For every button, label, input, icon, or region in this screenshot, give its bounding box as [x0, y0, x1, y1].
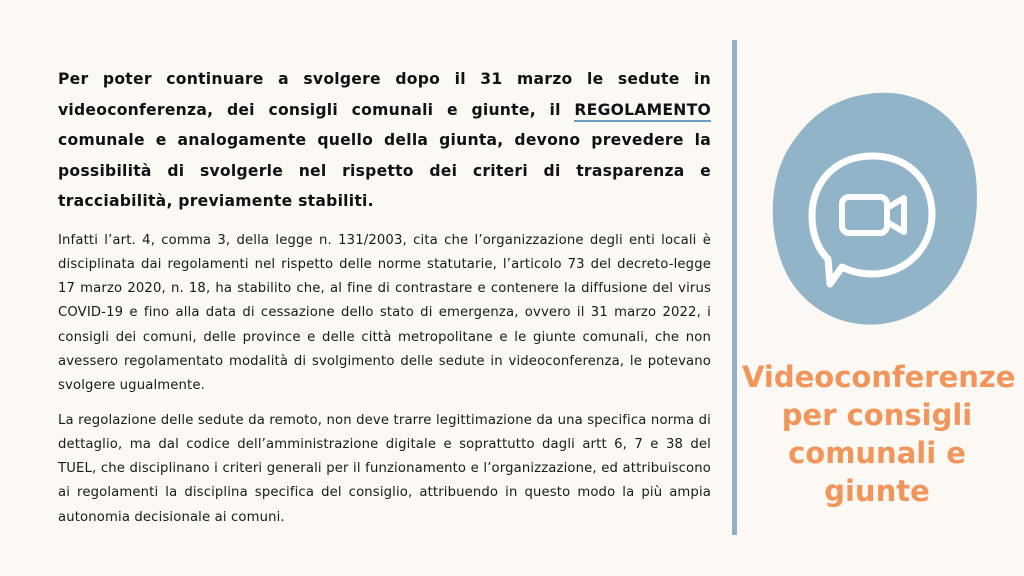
lead-paragraph — [58, 64, 711, 217]
body-paragraph-1: Infatti l’art. 4, comma 3, della legge n. 131/2003, cita che l’organizzazione degli enti locali è disciplinata dai regolamenti nel rispetto delle norme statutarie, l’articolo 73 del decreto-legge 17 marzo 2020, n. 18, ha stabilito che, al fine di contrastare e contenere la diffusione del virus COVID-19 e fino alla data di cessazione dello stato di emergenza, ovvero il 31 marzo 2022, i consigli dei comuni, delle province e delle città metropolitane e le giunte comunali, che non avessero regolamentato modalità di svolgimento delle sedute in videoconferenza, le potevano svolgere ugualmente. — [58, 232, 711, 394]
video-chat-bubble-icon — [770, 88, 980, 328]
side-title: Videoconferenze per consigli comunali e giunte — [742, 360, 1016, 508]
regolamento-highlight: REGOLAMENTO — [574, 101, 711, 122]
lead-text-before: Per poter continuare a svolgere dopo il 31 marzo le sedute in videoconferenza, dei consigli comunali e giunte, il — [58, 70, 711, 119]
body-paragraph-2: La regolazione delle sedute da remoto, non deve trarre legittimazione da una specifica norma di dettaglio, ma dal codice dell’amministrazione digitale e soprattutto dagli artt 6, 7 e 38 del TUEL, che disciplinano i criteri generali per il funzionamento e l’organizzazione, ed attribuiscono ai regolamenti la disciplina specifica del consiglio, attribuendo in questo modo la più ampia autonomia decisionale ai comuni. — [58, 412, 711, 525]
main-text — [58, 64, 711, 540]
vertical-divider — [732, 40, 737, 535]
lead-text-after: comunale e analogamente quello della giunta, devono prevedere la possibilità di svolgerle nel rispetto dei criteri di trasparenza e tracciabilità, previamente stabiliti. — [58, 131, 711, 210]
blob-shape — [773, 93, 977, 325]
